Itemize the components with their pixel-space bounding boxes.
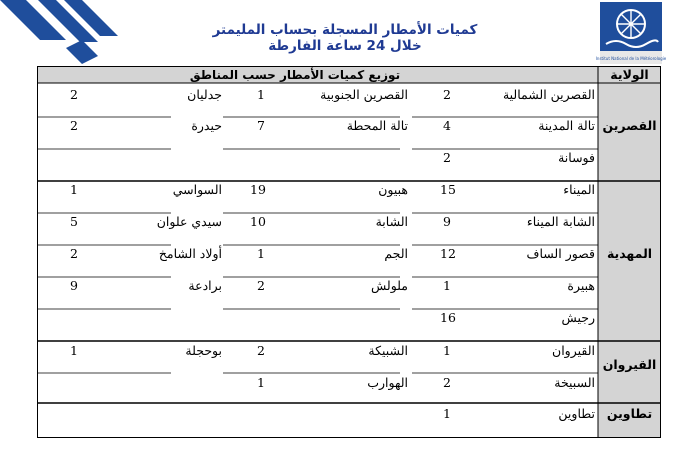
zone-value: 2 [443, 375, 451, 390]
zone-name: سيدي علوان [156, 214, 222, 229]
zone-name: الهوارب [367, 375, 408, 390]
zone-name: أولاد الشامخ [158, 246, 222, 261]
zone-value: 2 [257, 343, 265, 358]
institute-logo [595, 2, 667, 64]
zone-value: 1 [257, 246, 265, 261]
zone-value: 9 [70, 278, 78, 293]
zone-name: القصرين الشمالية [502, 87, 595, 102]
zone-value: 1 [70, 343, 78, 358]
zone-value: 10 [250, 214, 266, 229]
decorative-stripes [0, 0, 115, 66]
zone-value: 19 [250, 182, 266, 197]
logo-institute-text: Institut National de la Météorologie [595, 56, 667, 61]
zone-value: 2 [70, 87, 78, 102]
header-wilaya: الولاية [610, 67, 649, 82]
zone-name: السبيخة [554, 375, 595, 390]
zone-value: 1 [443, 343, 451, 358]
zone-value: 2 [70, 118, 78, 133]
zone-value: 16 [440, 310, 456, 325]
zone-name: رجيش [561, 310, 595, 325]
zone-value: 15 [440, 182, 456, 197]
zone-value: 1 [443, 278, 451, 293]
zone-name: ملولش [370, 278, 408, 293]
zone-name: جدليان [187, 87, 222, 102]
zone-value: 2 [443, 150, 451, 165]
zone-value: 2 [257, 278, 265, 293]
zone-value: 1 [257, 375, 265, 390]
zone-name: الشابة الميناء [526, 214, 595, 229]
zone-name: تالة المحطة [346, 118, 408, 133]
zone-value: 1 [257, 87, 265, 102]
zone-name: حيدرة [191, 118, 222, 133]
zone-name: السواسي [172, 182, 222, 197]
zone-value: 12 [440, 246, 456, 261]
zone-name: هبيرة [567, 278, 595, 293]
report-subtitle: خلال 24 ساعة الفارطة [268, 38, 422, 54]
zone-value: 9 [443, 214, 451, 229]
zone-name: الشبيكة [368, 343, 408, 358]
wilaya-kairouan: القيروان [602, 357, 657, 372]
wilaya-mahdia: المهدية [606, 246, 653, 261]
zone-name: الشابة [375, 214, 408, 229]
zone-value: 5 [70, 214, 78, 229]
report-title: كميات الأمطار المسجلة بحساب المليمتر [212, 22, 478, 38]
zone-name: فوسانة [558, 150, 595, 165]
zone-name: هبيون [378, 182, 408, 197]
zone-name: بوحجلة [185, 343, 222, 358]
zone-value: 4 [443, 118, 451, 133]
zone-name: القصرين الجنوبية [320, 87, 408, 102]
wilaya-tataouine: تطاوين [606, 406, 653, 421]
zone-name: تطاوين [558, 406, 595, 421]
zone-value: 2 [443, 87, 451, 102]
wilaya-kasserine: القصرين [602, 118, 657, 133]
zone-name: قصور الساف [526, 246, 595, 261]
zone-name: الجم [384, 246, 408, 261]
zone-name: تالة المدينة [538, 118, 595, 133]
zone-value: 1 [70, 182, 78, 197]
zone-value: 2 [70, 246, 78, 261]
zone-name: برادعة [188, 278, 222, 293]
header-zones: توزيع كميات الأمطار حسب المناطق [189, 68, 401, 82]
zone-value: 7 [257, 118, 265, 133]
zone-value: 1 [443, 406, 451, 421]
zone-name: القيروان [552, 343, 595, 358]
zone-name: الميناء [563, 182, 595, 197]
